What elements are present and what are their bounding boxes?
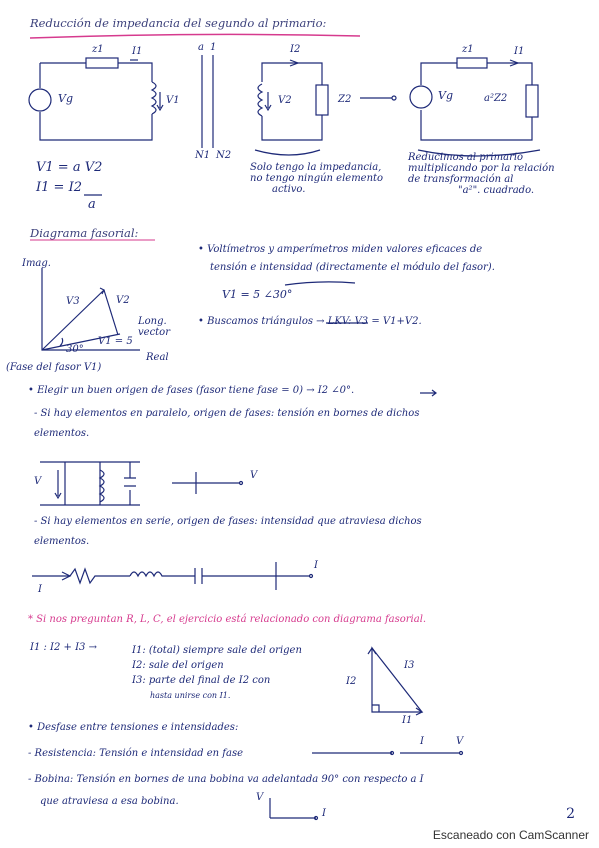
phasor-v2: V2 (116, 295, 130, 306)
label-vgb: Vg (438, 89, 453, 102)
circuit-secondary (258, 60, 328, 140)
series-note-2: elementos. (34, 536, 90, 547)
page-title: Reducción de impedancia del segundo al primario: (30, 16, 327, 30)
label-a2z2: a²Z2 (484, 93, 508, 104)
desfase-title: • Desfase entre tensiones e intensidades: (28, 722, 239, 733)
series-note-1: - Si hay elementos en serie, origen de fases: intensidad que atraviesa dichos (34, 516, 422, 527)
label-i1b: I1 (514, 46, 525, 57)
bobina-i-label: I (322, 808, 326, 819)
label-z1b: z1 (462, 44, 474, 55)
phasor-v3: V3 (66, 296, 80, 307)
phasor-angle: 30° (66, 344, 84, 355)
circuit-primary (29, 58, 163, 140)
note-left: Solo tengo la impedancia, no tengo ningún elemento activo. (250, 162, 384, 195)
label-v2: V2 (278, 95, 292, 106)
parallel-note-1: - Si hay elementos en paralelo, origen de fases: tensión en bornes de dichos (34, 408, 420, 419)
pink-note: * Si nos preguntan R, L, C, el ejercicio está relacionado con diagrama fasorial. (28, 614, 427, 625)
parallel-note-2: elementos. (34, 428, 90, 439)
bullet-voltmeters-2: tensión e intensidad (directamente el módulo del fasor). (210, 262, 495, 273)
label-vg: Vg (58, 92, 73, 105)
label-a: a (198, 42, 204, 53)
bobina-note-1: - Bobina: Tensión en bornes de una bobina va adelantada 90° con respecto a I (28, 774, 424, 785)
kcl-notes: I1: (total) siempre sale del origen I2: sale del origen I3: parte del final de I2 con hasta unirse con I1. (132, 645, 302, 700)
label-one: 1 (210, 42, 217, 53)
inductor-phasor (270, 798, 318, 820)
label-v1: V1 (166, 95, 180, 106)
bobina-v-label: V (256, 792, 264, 803)
parallel-circuit (40, 462, 243, 505)
resistencia-note: - Resistencia: Tensión e intensidad en fase (28, 748, 244, 759)
phasor-imag: Imag. (22, 258, 51, 269)
equation-i1-denominator: a (88, 197, 96, 212)
equation-i1: I1 = I2 (36, 180, 82, 195)
resistance-phasor (312, 752, 463, 755)
tri-i2: I2 (346, 676, 357, 687)
title-underline (30, 34, 360, 38)
phasor-real: Real (146, 352, 169, 363)
bullet-origin: • Elegir un buen origen de fases (fasor tiene fase = 0) → I2 ∠0°. (28, 385, 355, 396)
kcl-equation: I1 : I2 + I3 → (30, 642, 97, 653)
label-z1: z1 (92, 44, 104, 55)
kcl-triangle (368, 648, 422, 715)
series-circuit (32, 562, 313, 590)
series-i-label: I (38, 584, 42, 595)
label-zz: Z2 (338, 94, 352, 105)
v1-phasor-value: V1 = 5 ∠30° (222, 288, 293, 301)
resistencia-i-label: I (420, 736, 424, 747)
label-n2: N2 (216, 150, 232, 161)
circuit-reduced (410, 58, 538, 140)
note-right: Reducimos al primario multiplicando por la relación de transformación al "a²". cuadrado. (408, 152, 555, 196)
phasor-long: Long. vector (138, 316, 170, 338)
tri-i3: I3 (404, 660, 415, 671)
scanner-footer: Escaneado con CamScanner (432, 828, 589, 842)
tri-i1: I1 (402, 715, 413, 726)
equation-v1: V1 = a V2 (36, 160, 103, 175)
label-n1: N1 (195, 150, 211, 161)
bobina-note-2: que atraviesa a esa bobina. (40, 796, 179, 807)
bullet-triangles: • Buscamos triángulos → LKV: V3 = V1+V2. (198, 316, 422, 327)
label-i1: I1 (132, 46, 143, 57)
parallel-v-axis-label: V (250, 470, 258, 481)
label-i2: I2 (290, 44, 301, 55)
phasor-v1: V1 = 5 (98, 336, 133, 347)
parallel-v-label: V (34, 476, 42, 487)
series-i-axis-label: I (314, 560, 318, 571)
phasor-title: Diagrama fasorial: (30, 226, 139, 240)
bullet-voltmeters-1: • Voltímetros y amperímetros miden valores eficaces de (198, 244, 483, 255)
transformer-core (202, 55, 213, 148)
page-number: 2 (566, 806, 575, 822)
resistencia-v-label: V (456, 736, 464, 747)
phasor-ref: (Fase del fasor V1) (6, 362, 102, 373)
